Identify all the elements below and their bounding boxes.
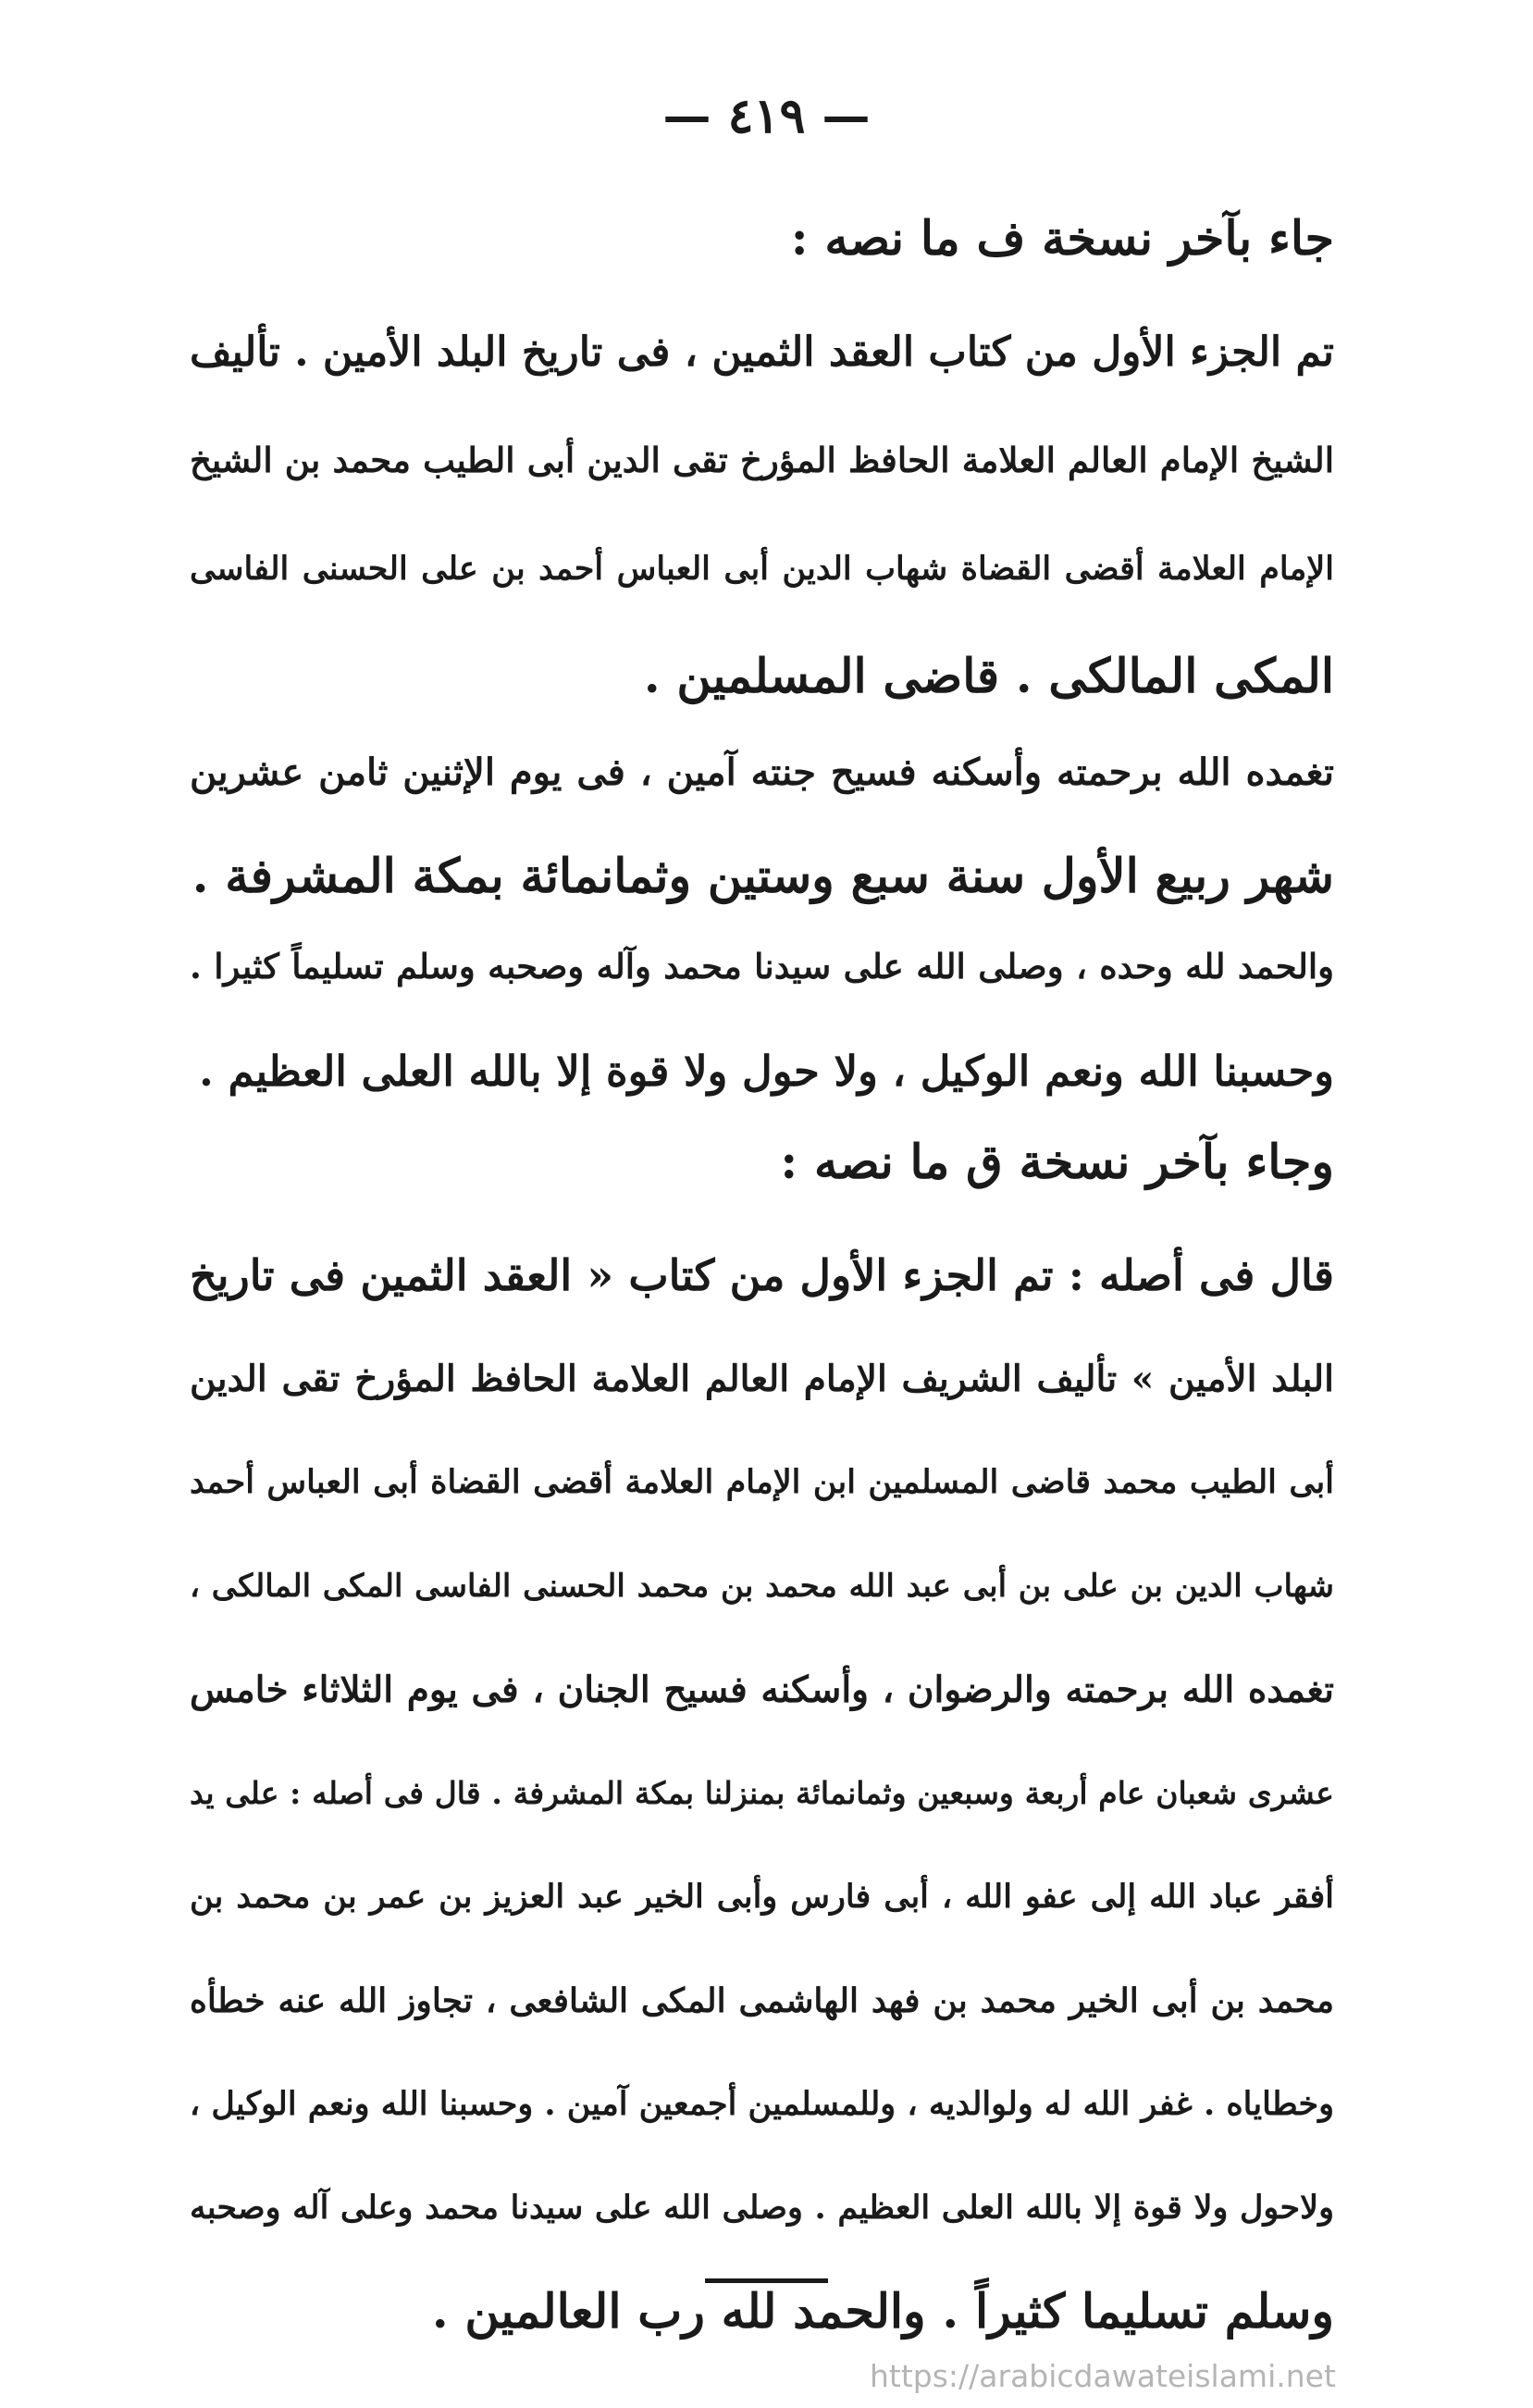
- paragraph-line: وخطاياه . غفر الله له ولوالديه ، وللمسلمين أجمعين آمين . وحسبنا الله ونعم الوكيل ،: [190, 2085, 1334, 2123]
- note-second-copy: [190, 1111, 1334, 1215]
- paragraph-line: وحسبنا الله ونعم الوكيل ، ولا حول ولا قوة إلا بالله العلى العظيم .: [199, 1047, 1334, 1096]
- note-line: جاء بآخر نسخة ف ما نصه :: [790, 211, 1334, 267]
- paragraph-line: المكى المالكى . قاضى المسلمين .: [643, 649, 1334, 704]
- paragraph-line: الشيخ الإمام العالم العلامة الحافظ المؤرخ تقى الدين أبى الطيب محمد بن الشيخ: [190, 440, 1334, 480]
- paragraph-line: تم الجزء الأول من كتاب العقد الثمين ، فى تاريخ البلد الأمين . تأليف: [190, 329, 1334, 376]
- paragraph-line: ولاحول ولا قوة إلا بالله العلى العظيم . وصلى الله على سيدنا محمد وعلى آله وصحبه: [190, 2189, 1334, 2227]
- note-first-copy: [190, 183, 1334, 295]
- paragraph-colophon-1: [190, 298, 1334, 731]
- paragraph-line: قال فى أصله : تم الجزء الأول من كتاب « العقد الثمين فى تاريخ: [190, 1250, 1334, 1300]
- paragraph-line: الإمام العلامة أقضى القضاة شهاب الدين أبى العباس أحمد بن على الحسنى الفاسى: [190, 550, 1334, 588]
- page-number: — ٤١٩ —: [662, 88, 871, 144]
- footer-rule: [705, 2278, 828, 2283]
- paragraph-line: أبى الطيب محمد قاضى المسلمين ابن الإمام العلامة أقضى القضاة أبى العباس أحمد: [190, 1463, 1334, 1501]
- paragraph-line: تغمده الله برحمته وأسكنه فسيح جنته آمين ، فى يوم الإثنين ثامن عشرين: [190, 751, 1334, 794]
- paragraph-line: وسلم تسليما كثيراً . والحمد لله رب العالمين .: [431, 2284, 1334, 2340]
- paragraph-line: محمد بن أبى الخير محمد بن فهد الهاشمى المكى الشافعى ، تجاوز الله عنه خطأه: [190, 1981, 1334, 2020]
- paragraph-line: شهاب الدين بن على بن أبى عبد الله محمد بن محمد الحسنى الفاسى المكى المالكى ،: [190, 1568, 1334, 1605]
- paragraph-line: البلد الأمين » تأليف الشريف الإمام العالم العلامة الحافظ المؤرخ تقى الدين: [190, 1358, 1334, 1400]
- watermark-url: https://arabicdawateislami.net: [870, 2358, 1336, 2394]
- note-line: وجاء بآخر نسخة ق ما نصه :: [780, 1135, 1334, 1190]
- paragraph-colophon-2: [190, 720, 1334, 929]
- paragraph-colophon-3: [190, 1223, 1334, 2364]
- paragraph-line: عشرى شعبان عام أربعة وسبعين وثمانمائة بمنزلنا بمكة المشرفة . قال فى أصله : على يد: [190, 1775, 1334, 1811]
- paragraph-line: تغمده الله برحمته والرضوان ، وأسكنه فسيح الجنان ، فى يوم الثلاثاء خامس: [190, 1669, 1334, 1711]
- paragraph-closing-praise: [190, 914, 1334, 1123]
- paragraph-line: شهر ربيع الأول سنة سبع وستين وثمانمائة بمكة المشرفة .: [192, 849, 1334, 904]
- paragraph-line: والحمد لله وحده ، وصلى الله على سيدنا محمد وآله وصحبه وسلم تسليماً كثيرا .: [190, 946, 1334, 987]
- paragraph-line: أفقر عباد الله إلى عفو الله ، أبى فارس وأبى الخير عبد العزيز بن عمر بن محمد بن: [190, 1878, 1334, 1916]
